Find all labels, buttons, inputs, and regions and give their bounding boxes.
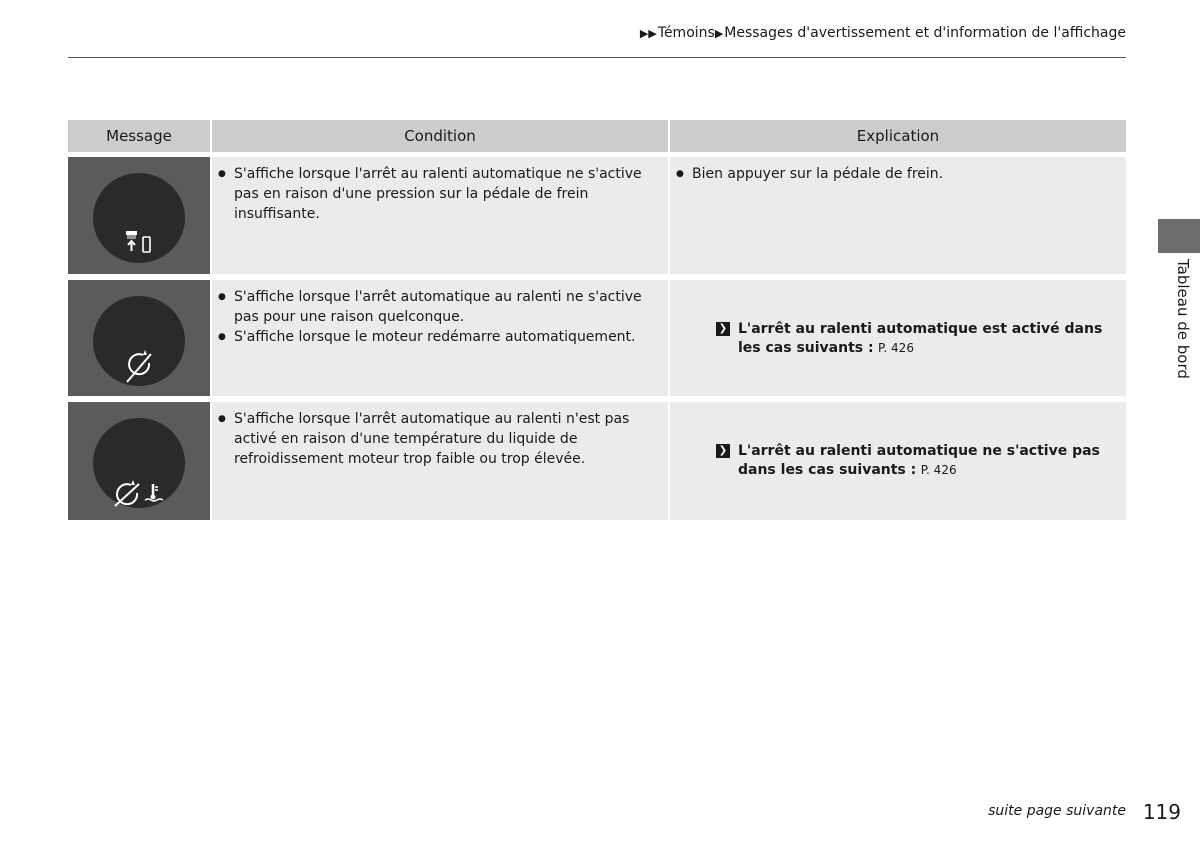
section-tab-marker [1158,219,1200,253]
column-header-message: Message [68,120,210,157]
page-number: 119 [1142,800,1181,824]
cross-reference-text: L'arrêt au ralenti automatique ne s'active pas dans les cas suivants : [738,443,1100,478]
condition-cell [210,402,668,520]
auto-idle-stop-off-coolant-temp-icon [93,418,185,508]
table-header-row [68,120,1126,157]
header-divider [68,57,1126,58]
cross-reference[interactable] [670,442,1126,480]
condition-item: ● S'affiche lorsque l'arrêt automatique au ralenti n'est pas activé en raison d'une température du liquide de refroidissement moteur trop faible ou trop élevée. [234,409,660,469]
condition-item: ● S'affiche lorsque le moteur redémarre automatiquement. [234,327,660,347]
section-label: Tableau de bord [1174,259,1192,379]
table-row [68,402,1126,520]
continued-note: suite page suivante [988,803,1126,819]
column-header-condition: Condition [210,120,668,157]
cross-reference-arrow-icon: ❯ [716,322,730,336]
auto-idle-stop-off-icon [93,296,185,386]
breadcrumb-topic: Messages d'avertissement et d'information de l'affichage [724,25,1126,41]
page-reference-link[interactable]: P. 426 [878,341,914,355]
cross-reference[interactable] [670,320,1126,358]
table-row [68,157,1126,280]
breadcrumb [640,25,1126,41]
breadcrumb-section[interactable]: Témoins [657,25,715,41]
column-header-explication: Explication [668,120,1126,157]
condition-cell [210,280,668,402]
condition-cell [210,157,668,280]
explication-cell [668,157,1126,280]
breadcrumb-arrow-icon: ▶▶ [639,27,657,40]
brake-pedal-insufficient-icon [93,173,185,263]
explication-cell [668,280,1126,402]
message-cell [68,280,210,402]
condition-item: ● S'affiche lorsque l'arrêt au ralenti automatique ne s'active pas en raison d'une pression sur la pédale de frein insuffisante. [234,164,660,224]
cross-reference-text: L'arrêt au ralenti automatique est activé dans les cas suivants : [738,321,1103,356]
message-cell [68,157,210,280]
breadcrumb-arrow-icon: ▶ [714,27,724,40]
table-row [68,280,1126,402]
condition-item: ● S'affiche lorsque l'arrêt automatique au ralenti ne s'active pas pour une raison quelconque. [234,287,660,327]
page-reference-link[interactable]: P. 426 [920,463,957,477]
explication-item: ● Bien appuyer sur la pédale de frein. [692,164,1118,184]
warning-messages-table [68,120,1126,520]
cross-reference-arrow-icon: ❯ [716,444,730,458]
explication-cell [668,402,1126,520]
message-cell [68,402,210,520]
